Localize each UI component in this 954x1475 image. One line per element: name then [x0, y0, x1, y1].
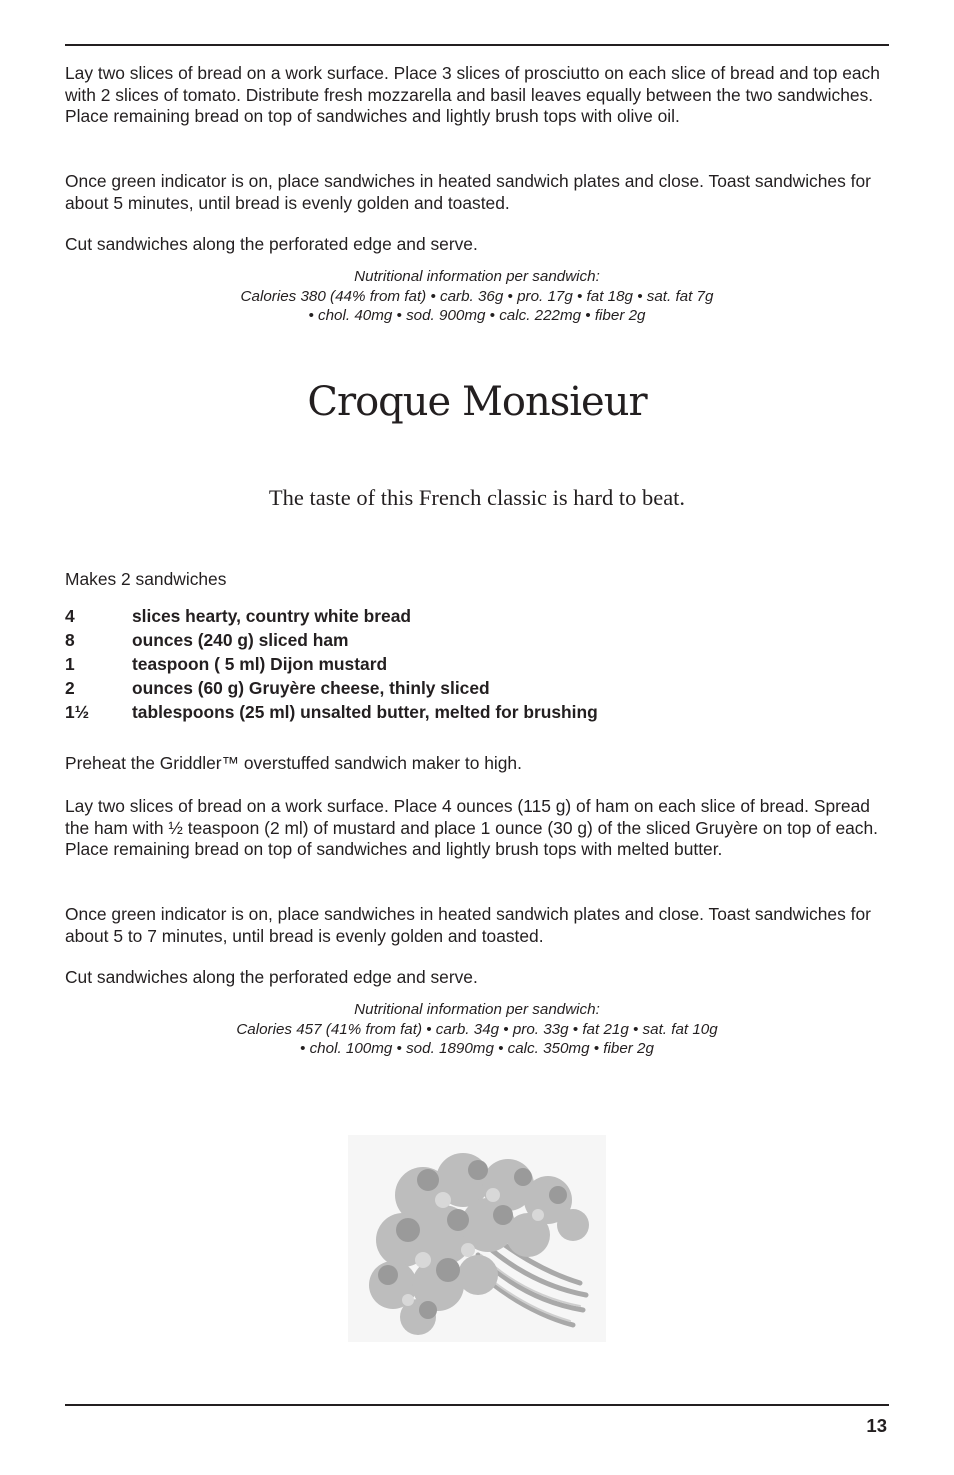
step-4: Cut sandwiches along the perforated edge and serve. — [65, 967, 478, 987]
step-3: Once green indicator is on, place sandwiches in heated sandwich plates and close. Toast sandwiches for about 5 to 7 minutes, until bread is evenly golden and toasted. — [65, 904, 871, 946]
bottom-rule — [65, 1404, 889, 1406]
recipe-yield: Makes 2 sandwiches — [65, 569, 227, 589]
recipe-title: Croque Monsieur — [307, 379, 647, 425]
recipe-subtitle: The taste of this French classic is hard to beat. — [268, 485, 686, 510]
recipe-nutrition-line-2: • chol. 100mg • sod. 1890mg • calc. 350mg • fiber 2g — [300, 1040, 654, 1057]
ingredient-item: ounces (60 g) Gruyère cheese, thinly sliced — [132, 678, 490, 698]
step-2: Lay two slices of bread on a work surface. Place 4 ounces (115 g) of ham on each slice of bread. Spread the ham with ½ teaspoon (2 ml) of mustard and place 1 ounce (30 g) of the sliced Gruyère on top of each. Place remaining bread on top of sandwiches and lightly brush tops with melted butter. — [65, 796, 878, 860]
ingredient-item: slices hearty, country white bread — [132, 606, 411, 626]
ingredient-qty: 1½ — [65, 702, 90, 722]
ingredient-qty: 4 — [65, 606, 75, 626]
recipe-nutrition-line-1: Calories 457 (41% from fat) • carb. 34g • pro. 33g • fat 21g • sat. fat 10g — [236, 1020, 718, 1038]
ingredient-item: ounces (240 g) sliced ham — [132, 630, 349, 650]
ingredient-qty: 2 — [65, 678, 75, 698]
ingredient-list — [65, 604, 598, 724]
intro-nutrition-heading: Nutritional information per sandwich: — [354, 268, 600, 285]
ingredient-row — [65, 628, 598, 652]
parsley-icon — [348, 1135, 606, 1342]
ingredient-item: tablespoons (25 ml) unsalted butter, melted for brushing — [132, 702, 598, 722]
step-1: Preheat the Griddler™ overstuffed sandwich maker to high. — [65, 753, 522, 773]
intro-nutrition-line-1: Calories 380 (44% from fat) • carb. 36g • pro. 17g • fat 18g • sat. fat 7g — [240, 287, 714, 305]
intro-nutrition-line-2: • chol. 40mg • sod. 900mg • calc. 222mg • fiber 2g — [308, 307, 646, 324]
ingredient-qty: 8 — [65, 630, 75, 650]
top-rule — [65, 44, 889, 46]
intro-paragraph-1: Lay two slices of bread on a work surface. Place 3 slices of prosciutto on each slice of bread and top each with 2 slices of tomato. Distribute fresh mozzarella and basil leaves equally between the two sandwiches. Place remaining bread on top of sandwiches and lightly brush tops with olive oil. — [65, 63, 880, 127]
page-number: 13 — [866, 1415, 887, 1436]
intro-paragraph-2: Once green indicator is on, place sandwiches in heated sandwich plates and close. Toast sandwiches for about 5 minutes, until bread is evenly golden and toasted. — [65, 171, 871, 213]
ingredient-qty: 1 — [65, 654, 75, 674]
intro-nutrition — [0, 267, 954, 326]
intro-paragraph-3: Cut sandwiches along the perforated edge and serve. — [65, 234, 478, 254]
recipe-nutrition — [0, 1000, 954, 1059]
ingredient-row — [65, 700, 598, 724]
recipe-nutrition-heading: Nutritional information per sandwich: — [354, 1001, 600, 1018]
ingredient-row — [65, 604, 598, 628]
ingredient-row — [65, 652, 598, 676]
ingredient-row — [65, 676, 598, 700]
ingredient-item: teaspoon ( 5 ml) Dijon mustard — [132, 654, 388, 674]
